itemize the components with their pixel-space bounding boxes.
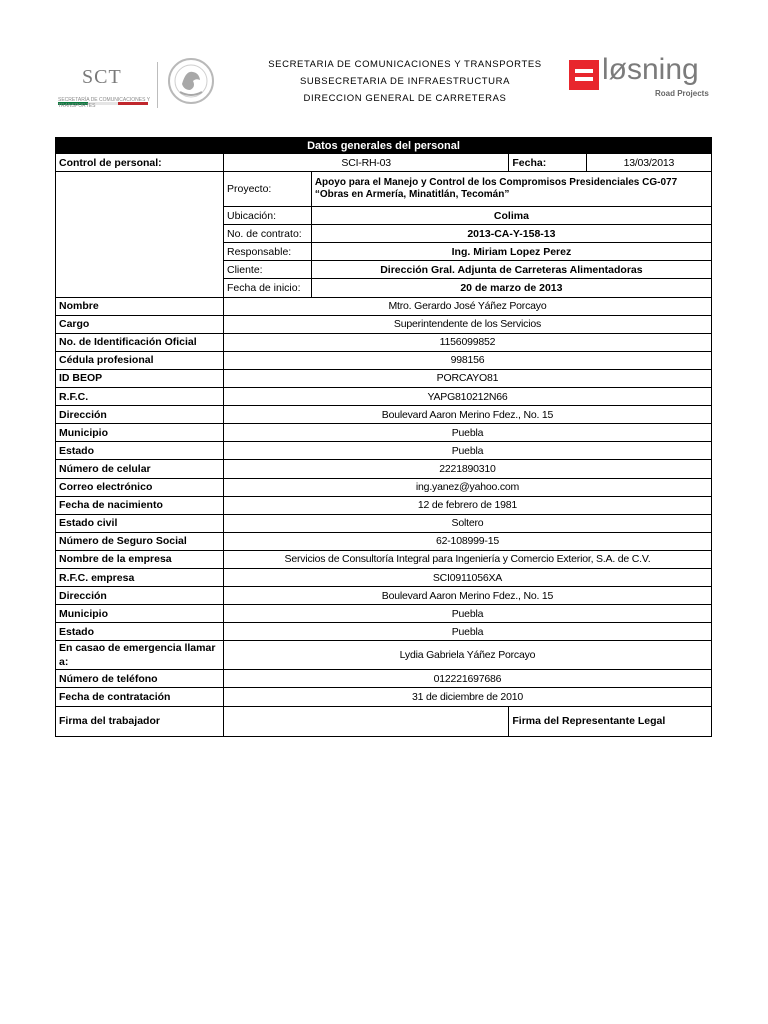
row-label: Fecha de contratación bbox=[56, 688, 224, 706]
firma-trabajador-label: Firma del trabajador bbox=[56, 706, 224, 736]
sct-logo-subtitle: SECRETARÍA DE COMUNICACIONES Y TRANSPORTES bbox=[58, 97, 150, 109]
row-value: Boulevard Aaron Merino Fdez., No. 15 bbox=[223, 587, 711, 605]
row-value: Boulevard Aaron Merino Fdez., No. 15 bbox=[223, 406, 711, 424]
row-label: Municipio bbox=[56, 424, 224, 442]
sct-logo bbox=[54, 62, 154, 110]
agency-line-1: SECRETARIA DE COMUNICACIONES Y TRANSPORTES bbox=[268, 59, 542, 70]
control-row bbox=[56, 154, 712, 172]
responsable-value: Ing. Miriam Lopez Perez bbox=[311, 243, 711, 261]
table-row bbox=[56, 424, 712, 442]
row-label: Dirección bbox=[56, 406, 224, 424]
cliente-label: Cliente: bbox=[223, 261, 311, 279]
row-value: Lydia Gabriela Yáñez Porcayo bbox=[223, 641, 711, 670]
row-label: Cédula profesional bbox=[56, 351, 224, 369]
row-value: 012221697686 bbox=[223, 670, 711, 688]
document-header bbox=[0, 0, 768, 130]
table-row bbox=[56, 388, 712, 406]
row-label: Correo electrónico bbox=[56, 478, 224, 496]
row-value: Puebla bbox=[223, 605, 711, 623]
agency-heading bbox=[230, 56, 580, 107]
table-row bbox=[56, 670, 712, 688]
table-row bbox=[56, 333, 712, 351]
contrato-value: 2013-CA-Y-158-13 bbox=[311, 225, 711, 243]
table-row bbox=[56, 514, 712, 532]
ubicacion-value: Colima bbox=[311, 207, 711, 225]
logo-divider bbox=[157, 62, 158, 108]
proyecto-row bbox=[56, 172, 712, 207]
row-value: 2221890310 bbox=[223, 460, 711, 478]
row-label: ID BEOP bbox=[56, 369, 224, 387]
signature-row bbox=[56, 706, 712, 736]
row-label: Cargo bbox=[56, 315, 224, 333]
ubicacion-label: Ubicación: bbox=[223, 207, 311, 225]
row-label: R.F.C. empresa bbox=[56, 568, 224, 586]
table-row bbox=[56, 297, 712, 315]
table-row bbox=[56, 532, 712, 550]
row-value: YAPG810212N66 bbox=[223, 388, 711, 406]
proyecto-label: Proyecto: bbox=[223, 172, 311, 207]
table-row bbox=[56, 351, 712, 369]
row-label: Nombre bbox=[56, 297, 224, 315]
table-row bbox=[56, 442, 712, 460]
agency-line-2: SUBSECRETARIA DE INFRAESTRUCTURA bbox=[299, 76, 511, 87]
firma-representante-label: Firma del Representante Legal bbox=[509, 706, 712, 736]
row-value: SCI0911056XA bbox=[223, 568, 711, 586]
row-label: Número de teléfono bbox=[56, 670, 224, 688]
control-value: SCI-RH-03 bbox=[223, 154, 508, 172]
agency-line-3: DIRECCION GENERAL DE CARRETERAS bbox=[303, 93, 507, 104]
row-value: PORCAYO81 bbox=[223, 369, 711, 387]
cliente-value: Dirección Gral. Adjunta de Carreteras Alimentadoras bbox=[311, 261, 711, 279]
table-title: Datos generales del personal bbox=[56, 138, 712, 154]
table-row bbox=[56, 406, 712, 424]
row-value: 998156 bbox=[223, 351, 711, 369]
row-label: Número de celular bbox=[56, 460, 224, 478]
row-label: No. de Identificación Oficial bbox=[56, 333, 224, 351]
proyecto-value bbox=[311, 172, 711, 207]
fecha-value: 13/03/2013 bbox=[586, 154, 711, 172]
losning-mark-icon bbox=[569, 60, 599, 90]
row-label: Municipio bbox=[56, 605, 224, 623]
fecha-label: Fecha: bbox=[509, 154, 586, 172]
row-label: Estado bbox=[56, 442, 224, 460]
proyecto-value-line-1: Apoyo para el Manejo y Control de los Compromisos Presidenciales CG-077 bbox=[314, 177, 678, 189]
contrato-label: No. de contrato: bbox=[223, 225, 311, 243]
row-label: Estado bbox=[56, 623, 224, 641]
responsable-label: Responsable: bbox=[223, 243, 311, 261]
row-label: Dirección bbox=[56, 587, 224, 605]
row-value: Soltero bbox=[223, 514, 711, 532]
personnel-data-table bbox=[55, 137, 712, 737]
table-row bbox=[56, 623, 712, 641]
row-value: 62-108999-15 bbox=[223, 532, 711, 550]
inicio-label: Fecha de inicio: bbox=[223, 279, 311, 297]
row-value: Puebla bbox=[223, 623, 711, 641]
row-value: 31 de diciembre de 2010 bbox=[223, 688, 711, 706]
row-label: En casao de emergencia llamar a: bbox=[56, 641, 224, 670]
table-row bbox=[56, 587, 712, 605]
sct-color-bar bbox=[58, 92, 150, 95]
row-value: 12 de febrero de 1981 bbox=[223, 496, 711, 514]
firma-trabajador-space bbox=[223, 706, 508, 736]
row-value: Mtro. Gerardo José Yáñez Porcayo bbox=[223, 297, 711, 315]
personal-rows bbox=[56, 297, 712, 706]
table-row bbox=[56, 605, 712, 623]
table-row bbox=[56, 641, 712, 670]
losning-wordmark: løsning bbox=[602, 53, 699, 86]
row-value: Puebla bbox=[223, 442, 711, 460]
losning-tagline: Road Projects bbox=[655, 89, 709, 98]
row-label: Estado civil bbox=[56, 514, 224, 532]
control-label: Control de personal: bbox=[56, 154, 224, 172]
table-row bbox=[56, 688, 712, 706]
inicio-value: 20 de marzo de 2013 bbox=[311, 279, 711, 297]
table-title-row bbox=[56, 138, 712, 154]
row-value: Servicios de Consultoría Integral para Ingeniería y Comercio Exterior, S.A. de C.V. bbox=[223, 550, 711, 568]
row-value: Superintendente de los Servicios bbox=[223, 315, 711, 333]
sct-logo-text: SCT bbox=[82, 66, 122, 88]
row-value: ing.yanez@yahoo.com bbox=[223, 478, 711, 496]
table-row bbox=[56, 315, 712, 333]
project-blank-cell bbox=[56, 172, 224, 297]
row-label: Nombre de la empresa bbox=[56, 550, 224, 568]
proyecto-value-line-2: “Obras en Armería, Minatitlán, Tecomán” bbox=[314, 189, 510, 201]
row-label: Fecha de nacimiento bbox=[56, 496, 224, 514]
table-row bbox=[56, 460, 712, 478]
row-value: Puebla bbox=[223, 424, 711, 442]
national-emblem-icon bbox=[166, 54, 216, 108]
table-row bbox=[56, 568, 712, 586]
table-row bbox=[56, 496, 712, 514]
table-row bbox=[56, 478, 712, 496]
table-row bbox=[56, 369, 712, 387]
losning-logo bbox=[569, 53, 711, 102]
row-label: Número de Seguro Social bbox=[56, 532, 224, 550]
table-row bbox=[56, 550, 712, 568]
row-label: R.F.C. bbox=[56, 388, 224, 406]
row-value: 1156099852 bbox=[223, 333, 711, 351]
